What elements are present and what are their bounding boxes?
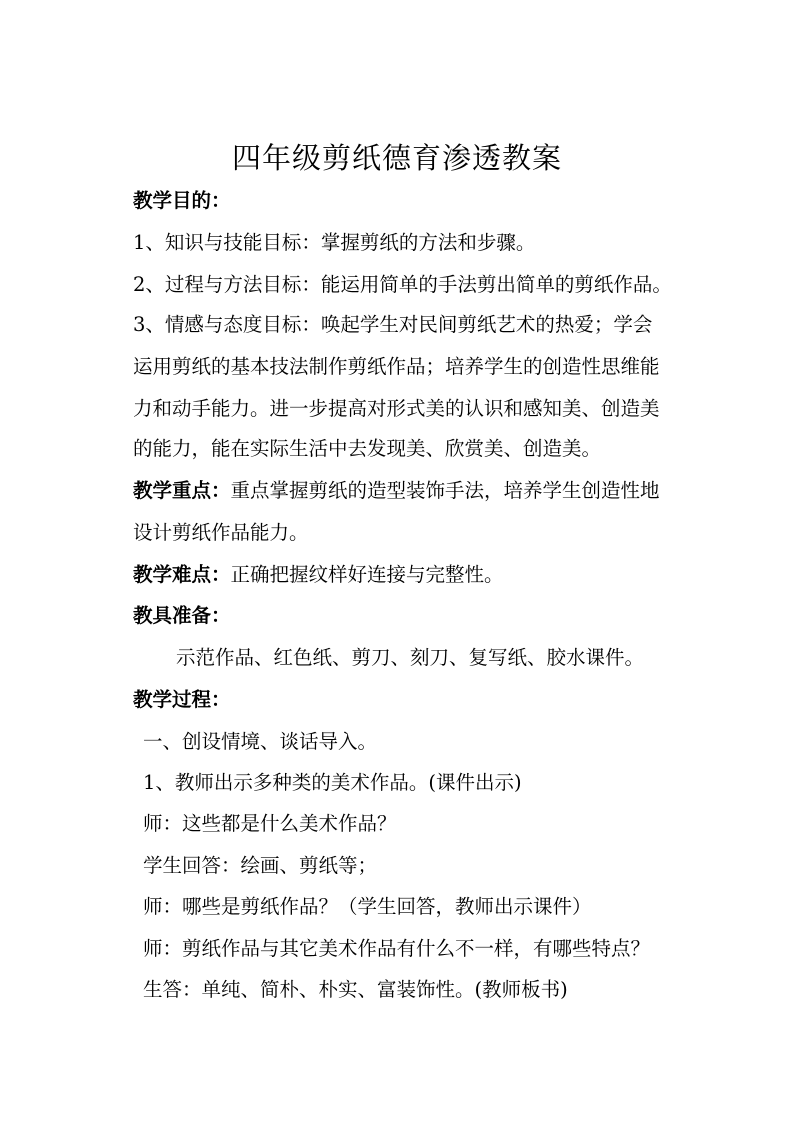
key-points-label: 教学重点： (133, 479, 231, 502)
tools-heading: 教具准备： (133, 604, 231, 627)
process-line: 师：这些都是什么美术作品？ (143, 812, 397, 835)
objectives-heading: 教学目的： (133, 189, 231, 212)
objective-3-line-4: 的能力，能在实际生活中去发现美、欣赏美、创造美。 (133, 437, 602, 460)
objective-3-line-3: 力和动手能力。进一步提高对形式美的认识和感知美、创造美 (133, 397, 660, 420)
process-line: 师：剪纸作品与其它美术作品有什么不一样，有哪些特点？ (143, 937, 651, 960)
difficulty-line (133, 560, 504, 590)
key-points-line-2: 设计剪纸作品能力。 (133, 521, 309, 544)
document-title: 四年级剪纸德育渗透教案 (231, 141, 562, 175)
difficulty-text: 正确把握纹样好连接与完整性。 (230, 563, 504, 586)
key-points-text: 重点掌握剪纸的造型装饰手法，培养学生创造性地 (230, 479, 660, 502)
process-line: 生答：单纯、简朴、朴实、富装饰性。(教师板书) (143, 978, 568, 1001)
key-points-line-1 (133, 476, 660, 506)
process-line: 1、教师出示多种类的美术作品。(课件出示) (143, 771, 522, 794)
tools-text: 示范作品、红色纸、剪刀、刻刀、复写纸、胶水课件。 (176, 646, 645, 669)
process-line: 师：哪些是剪纸作品？（学生回答，教师出示课件） (143, 895, 592, 918)
process-line: 一、创设情境、谈话导入。 (143, 730, 378, 753)
process-line: 学生回答：绘画、剪纸等； (143, 854, 378, 877)
difficulty-label: 教学难点： (133, 563, 231, 586)
objective-3-line-2: 运用剪纸的基本技法制作剪纸作品；培养学生的创造性思维能 (133, 355, 660, 378)
objective-2: 2、过程与方法目标：能运用简单的手法剪出简单的剪纸作品。 (133, 273, 672, 296)
objective-3-line-1: 3、情感与态度目标：唤起学生对民间剪纸艺术的热爱；学会 (133, 313, 653, 336)
process-heading: 教学过程： (133, 688, 231, 711)
objective-1: 1、知识与技能目标：掌握剪纸的方法和步骤。 (133, 231, 536, 254)
